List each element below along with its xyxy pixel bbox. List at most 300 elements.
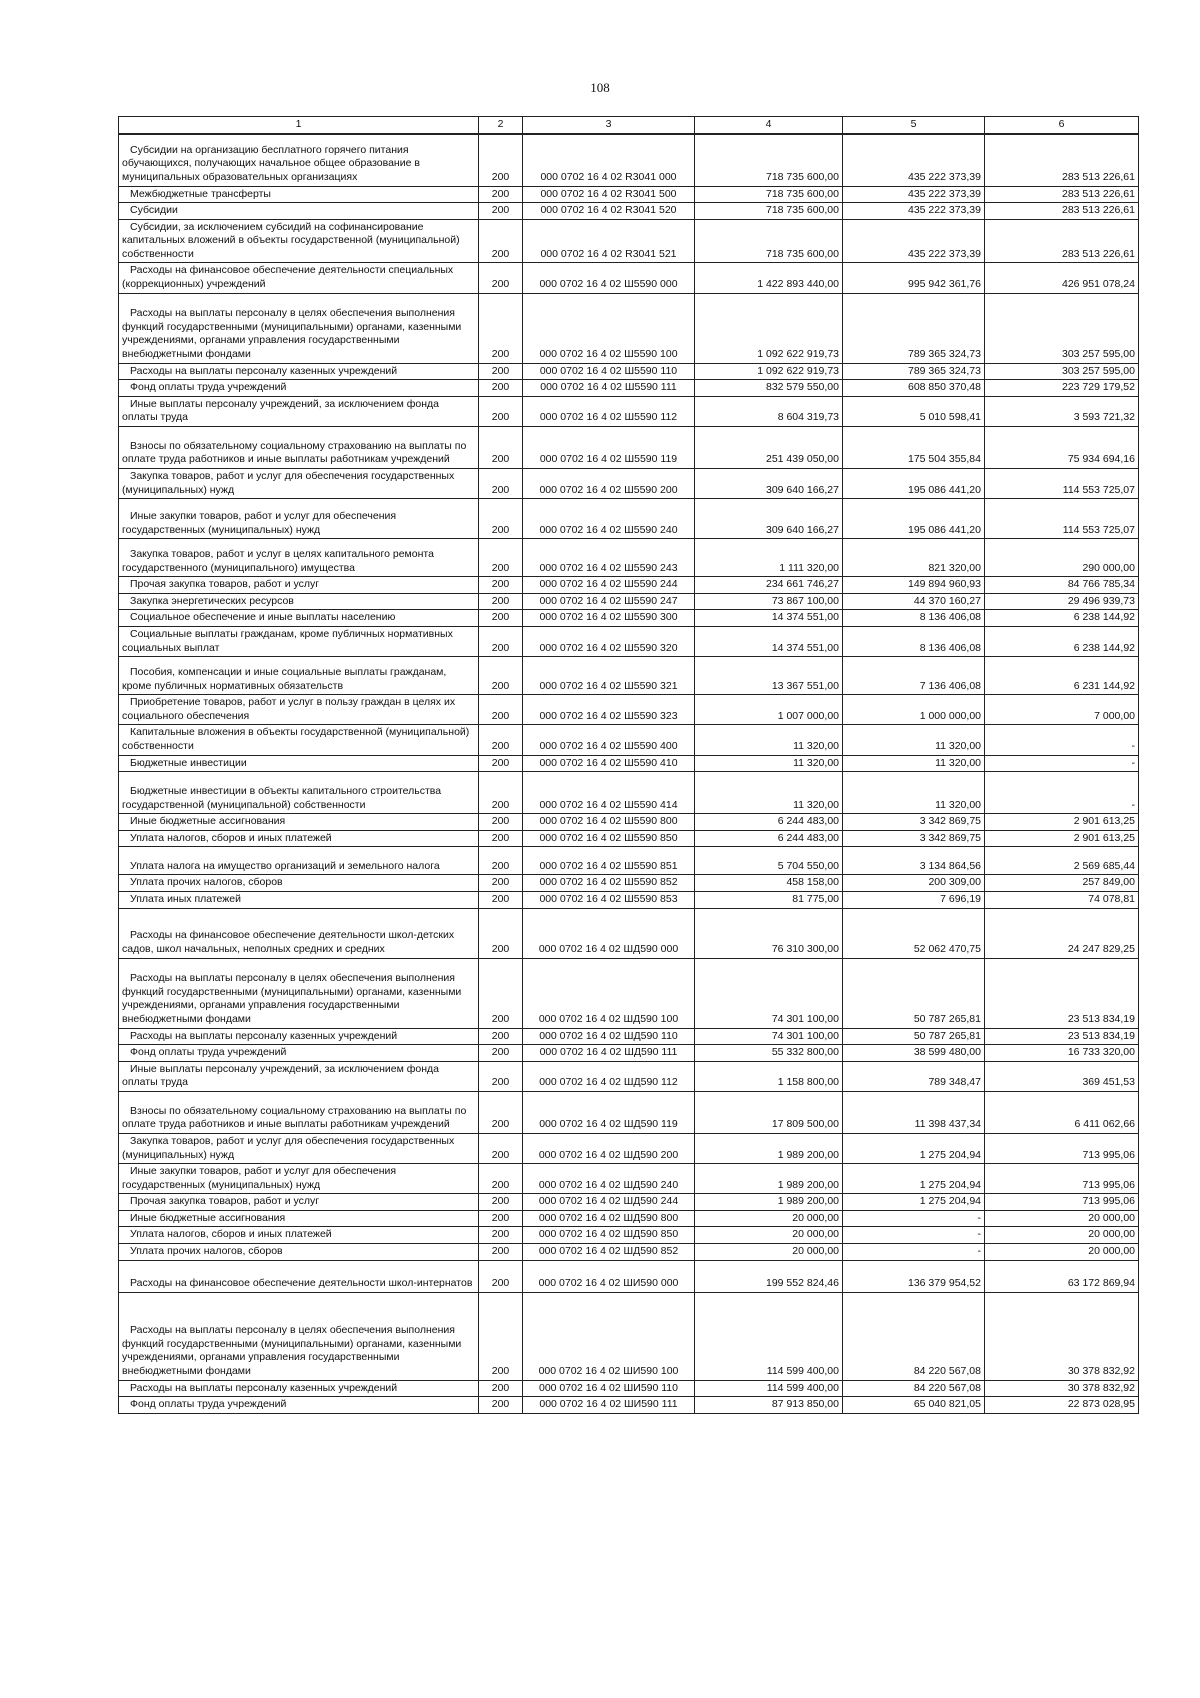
row-code-cell: 200 [479,219,523,263]
row-remaining-amount-cell: 6 231 144,92 [985,657,1139,695]
row-kbk-cell: 000 0702 16 4 02 Ш5590 410 [523,755,695,772]
row-remaining-amount-cell: - [985,755,1139,772]
row-code-cell: 200 [479,1397,523,1414]
table-row [119,908,1139,958]
row-executed-amount-cell: 3 134 864,56 [843,847,985,875]
table-row [119,380,1139,397]
row-name-cell: Иные бюджетные ассигнования [119,814,479,831]
row-name-cell: Уплата прочих налогов, сборов [119,1244,479,1261]
row-executed-amount-cell: 435 222 373,39 [843,186,985,203]
row-kbk-cell: 000 0702 16 4 02 ШД590 800 [523,1210,695,1227]
column-header-2: 2 [479,117,523,135]
row-code-cell: 200 [479,499,523,539]
row-kbk-cell: 000 0702 16 4 02 Ш5590 111 [523,380,695,397]
row-kbk-cell: 000 0702 16 4 02 Ш5590 240 [523,499,695,539]
row-remaining-amount-cell: 114 553 725,07 [985,469,1139,499]
row-remaining-amount-cell: 3 593 721,32 [985,396,1139,426]
row-remaining-amount-cell: 30 378 832,92 [985,1380,1139,1397]
table-row [119,610,1139,627]
row-executed-amount-cell: 195 086 441,20 [843,499,985,539]
row-remaining-amount-cell: 426 951 078,24 [985,263,1139,293]
row-executed-amount-cell: 435 222 373,39 [843,203,985,220]
row-code-cell: 200 [479,1045,523,1062]
row-kbk-cell: 000 0702 16 4 02 Ш5590 400 [523,725,695,755]
row-plan-amount-cell: 1 158 800,00 [695,1061,843,1091]
row-code-cell: 200 [479,755,523,772]
row-plan-amount-cell: 8 604 319,73 [695,396,843,426]
row-kbk-cell: 000 0702 16 4 02 ШД590 852 [523,1244,695,1261]
row-remaining-amount-cell: 713 995,06 [985,1194,1139,1211]
table-row [119,657,1139,695]
row-kbk-cell: 000 0702 16 4 02 Ш5590 321 [523,657,695,695]
row-code-cell: 200 [479,908,523,958]
row-remaining-amount-cell: 283 513 226,61 [985,203,1139,220]
row-code-cell: 200 [479,469,523,499]
row-executed-amount-cell: 8 136 406,08 [843,610,985,627]
row-name-cell: Субсидии, за исключением субсидий на софинансирование капитальных вложений в объекты государственной (муниципальной) собственности [119,219,479,263]
row-name-cell: Иные закупки товаров, работ и услуг для обеспечения государственных (муниципальных) нужд [119,499,479,539]
row-code-cell: 200 [479,958,523,1028]
table-row [119,577,1139,594]
row-name-cell: Уплата прочих налогов, сборов [119,875,479,892]
row-kbk-cell: 000 0702 16 4 02 Ш5590 300 [523,610,695,627]
row-plan-amount-cell: 17 809 500,00 [695,1091,843,1133]
row-executed-amount-cell: 175 504 355,84 [843,427,985,469]
row-kbk-cell: 000 0702 16 4 02 Ш5590 243 [523,539,695,577]
row-name-cell: Социальные выплаты гражданам, кроме публичных нормативных социальных выплат [119,627,479,657]
row-name-cell: Приобретение товаров, работ и услуг в пользу граждан в целях их социального обеспечения [119,695,479,725]
row-plan-amount-cell: 11 320,00 [695,772,843,814]
table-row [119,469,1139,499]
row-name-cell: Расходы на финансовое обеспечение деятельности школ-интернатов [119,1260,479,1292]
row-kbk-cell: 000 0702 16 4 02 Ш5590 119 [523,427,695,469]
column-header-6: 6 [985,117,1139,135]
row-name-cell: Расходы на финансовое обеспечение деятельности школ-детских садов, школ начальных, неполных средних и средних [119,908,479,958]
row-name-cell: Закупка энергетических ресурсов [119,593,479,610]
row-plan-amount-cell: 718 735 600,00 [695,186,843,203]
row-executed-amount-cell: 149 894 960,93 [843,577,985,594]
row-plan-amount-cell: 1 989 200,00 [695,1133,843,1163]
row-name-cell: Взносы по обязательному социальному страхованию на выплаты по оплате труда работников и иные выплаты работникам учреждений [119,1091,479,1133]
table-row [119,1045,1139,1062]
row-plan-amount-cell: 5 704 550,00 [695,847,843,875]
row-kbk-cell: 000 0702 16 4 02 Ш5590 112 [523,396,695,426]
row-remaining-amount-cell: 23 513 834,19 [985,1028,1139,1045]
row-name-cell: Прочая закупка товаров, работ и услуг [119,1194,479,1211]
row-plan-amount-cell: 1 989 200,00 [695,1194,843,1211]
row-code-cell: 200 [479,539,523,577]
row-code-cell: 200 [479,875,523,892]
row-code-cell: 200 [479,203,523,220]
row-executed-amount-cell: 200 309,00 [843,875,985,892]
row-executed-amount-cell: 50 787 265,81 [843,958,985,1028]
row-kbk-cell: 000 0702 16 4 02 R3041 521 [523,219,695,263]
row-kbk-cell: 000 0702 16 4 02 ШД590 200 [523,1133,695,1163]
row-code-cell: 200 [479,263,523,293]
row-executed-amount-cell: 7 136 406,08 [843,657,985,695]
row-executed-amount-cell: 435 222 373,39 [843,219,985,263]
row-code-cell: 200 [479,593,523,610]
table-row [119,1164,1139,1194]
row-name-cell: Закупка товаров, работ и услуг для обеспечения государственных (муниципальных) нужд [119,1133,479,1163]
row-plan-amount-cell: 199 552 824,46 [695,1260,843,1292]
row-remaining-amount-cell: 22 873 028,95 [985,1397,1139,1414]
row-name-cell: Расходы на выплаты персоналу в целях обеспечения выполнения функций государственными (муниципальными) органами, казенными учреждениями, органами управления государственными внебюджетными фондами [119,1292,479,1380]
row-code-cell: 200 [479,830,523,847]
row-executed-amount-cell: 1 275 204,94 [843,1133,985,1163]
row-executed-amount-cell: 435 222 373,39 [843,134,985,186]
row-kbk-cell: 000 0702 16 4 02 ШД590 000 [523,908,695,958]
table-row [119,772,1139,814]
row-name-cell: Расходы на выплаты персоналу казенных учреждений [119,1380,479,1397]
row-executed-amount-cell: 608 850 370,48 [843,380,985,397]
row-plan-amount-cell: 1 111 320,00 [695,539,843,577]
row-code-cell: 200 [479,1210,523,1227]
row-executed-amount-cell: 1 275 204,94 [843,1194,985,1211]
row-plan-amount-cell: 74 301 100,00 [695,958,843,1028]
row-name-cell: Субсидии [119,203,479,220]
row-remaining-amount-cell: 114 553 725,07 [985,499,1139,539]
row-plan-amount-cell: 1 989 200,00 [695,1164,843,1194]
row-executed-amount-cell: 50 787 265,81 [843,1028,985,1045]
row-kbk-cell: 000 0702 16 4 02 ШД590 240 [523,1164,695,1194]
row-plan-amount-cell: 20 000,00 [695,1227,843,1244]
row-code-cell: 200 [479,1244,523,1261]
row-code-cell: 200 [479,695,523,725]
row-plan-amount-cell: 1 422 893 440,00 [695,263,843,293]
row-kbk-cell: 000 0702 16 4 02 R3041 500 [523,186,695,203]
row-plan-amount-cell: 14 374 551,00 [695,610,843,627]
row-kbk-cell: 000 0702 16 4 02 Ш5590 200 [523,469,695,499]
row-plan-amount-cell: 309 640 166,27 [695,469,843,499]
row-name-cell: Бюджетные инвестиции в объекты капитального строительства государственной (муниципальной) собственности [119,772,479,814]
row-kbk-cell: 000 0702 16 4 02 Ш5590 853 [523,891,695,908]
row-name-cell: Взносы по обязательному социальному страхованию на выплаты по оплате труда работников и иные выплаты работникам учреждений [119,427,479,469]
row-kbk-cell: 000 0702 16 4 02 Ш5590 110 [523,363,695,380]
row-plan-amount-cell: 11 320,00 [695,725,843,755]
table-row [119,1091,1139,1133]
table-row [119,725,1139,755]
row-name-cell: Закупка товаров, работ и услуг для обеспечения государственных (муниципальных) нужд [119,469,479,499]
row-name-cell: Уплата налогов, сборов и иных платежей [119,1227,479,1244]
row-remaining-amount-cell: 20 000,00 [985,1227,1139,1244]
row-remaining-amount-cell: 63 172 869,94 [985,1260,1139,1292]
table-row [119,875,1139,892]
row-kbk-cell: 000 0702 16 4 02 Ш5590 414 [523,772,695,814]
table-row [119,186,1139,203]
row-name-cell: Капитальные вложения в объекты государственной (муниципальной) собственности [119,725,479,755]
row-name-cell: Фонд оплаты труда учреждений [119,380,479,397]
row-remaining-amount-cell: 74 078,81 [985,891,1139,908]
row-remaining-amount-cell: 283 513 226,61 [985,134,1139,186]
row-remaining-amount-cell: 303 257 595,00 [985,363,1139,380]
table-row [119,1397,1139,1414]
row-executed-amount-cell: 84 220 567,08 [843,1292,985,1380]
row-kbk-cell: 000 0702 16 4 02 Ш5590 851 [523,847,695,875]
row-name-cell: Социальное обеспечение и иные выплаты населению [119,610,479,627]
row-executed-amount-cell: 84 220 567,08 [843,1380,985,1397]
row-executed-amount-cell: 1 275 204,94 [843,1164,985,1194]
table-row [119,1210,1139,1227]
row-executed-amount-cell: 995 942 361,76 [843,263,985,293]
row-code-cell: 200 [479,772,523,814]
table-row [119,958,1139,1028]
row-kbk-cell: 000 0702 16 4 02 ШД590 100 [523,958,695,1028]
row-executed-amount-cell: 11 398 437,34 [843,1091,985,1133]
table-row [119,847,1139,875]
row-remaining-amount-cell: 2 901 613,25 [985,814,1139,831]
row-kbk-cell: 000 0702 16 4 02 Ш5590 000 [523,263,695,293]
table-body [119,134,1139,1413]
row-remaining-amount-cell: 23 513 834,19 [985,958,1139,1028]
row-kbk-cell: 000 0702 16 4 02 Ш5590 100 [523,293,695,363]
table-row [119,396,1139,426]
row-name-cell: Фонд оплаты труда учреждений [119,1045,479,1062]
row-code-cell: 200 [479,427,523,469]
row-kbk-cell: 000 0702 16 4 02 Ш5590 850 [523,830,695,847]
table-row [119,814,1139,831]
row-remaining-amount-cell: 6 238 144,92 [985,610,1139,627]
row-plan-amount-cell: 6 244 483,00 [695,814,843,831]
row-kbk-cell: 000 0702 16 4 02 R3041 520 [523,203,695,220]
row-remaining-amount-cell: 16 733 320,00 [985,1045,1139,1062]
column-header-1: 1 [119,117,479,135]
row-remaining-amount-cell: 713 995,06 [985,1164,1139,1194]
row-code-cell: 200 [479,396,523,426]
row-name-cell: Субсидии на организацию бесплатного горячего питания обучающихся, получающих начальное общее образование в муниципальных образовательных организациях [119,134,479,186]
row-name-cell: Закупка товаров, работ и услуг в целях капитального ремонта государственного (муниципального) имущества [119,539,479,577]
row-kbk-cell: 000 0702 16 4 02 ШИ590 111 [523,1397,695,1414]
table-row [119,539,1139,577]
table-row [119,1292,1139,1380]
row-remaining-amount-cell: 29 496 939,73 [985,593,1139,610]
row-name-cell: Расходы на выплаты персоналу в целях обеспечения выполнения функций государственными (муниципальными) органами, казенными учреждениями, органами управления государственными внебюджетными фондами [119,958,479,1028]
row-code-cell: 200 [479,891,523,908]
row-plan-amount-cell: 114 599 400,00 [695,1292,843,1380]
row-code-cell: 200 [479,363,523,380]
row-name-cell: Иные бюджетные ассигнования [119,1210,479,1227]
row-plan-amount-cell: 13 367 551,00 [695,657,843,695]
row-kbk-cell: 000 0702 16 4 02 ШД590 111 [523,1045,695,1062]
row-code-cell: 200 [479,1380,523,1397]
table-row [119,891,1139,908]
row-remaining-amount-cell: 2 569 685,44 [985,847,1139,875]
row-remaining-amount-cell: 223 729 179,52 [985,380,1139,397]
row-code-cell: 200 [479,1028,523,1045]
row-name-cell: Уплата налога на имущество организаций и земельного налога [119,847,479,875]
row-code-cell: 200 [479,627,523,657]
row-name-cell: Прочая закупка товаров, работ и услуг [119,577,479,594]
row-name-cell: Иные выплаты персоналу учреждений, за исключением фонда оплаты труда [119,396,479,426]
row-remaining-amount-cell: 713 995,06 [985,1133,1139,1163]
row-name-cell: Уплата налогов, сборов и иных платежей [119,830,479,847]
row-plan-amount-cell: 832 579 550,00 [695,380,843,397]
table-row [119,695,1139,725]
row-kbk-cell: 000 0702 16 4 02 Ш5590 320 [523,627,695,657]
row-executed-amount-cell: 1 000 000,00 [843,695,985,725]
row-executed-amount-cell: - [843,1210,985,1227]
row-name-cell: Иные закупки товаров, работ и услуг для обеспечения государственных (муниципальных) нужд [119,1164,479,1194]
row-code-cell: 200 [479,1164,523,1194]
row-remaining-amount-cell: 257 849,00 [985,875,1139,892]
row-kbk-cell: 000 0702 16 4 02 ШД590 112 [523,1061,695,1091]
row-code-cell: 200 [479,1292,523,1380]
row-remaining-amount-cell: 303 257 595,00 [985,293,1139,363]
budget-table [118,116,1139,1414]
row-name-cell: Пособия, компенсации и иные социальные выплаты гражданам, кроме публичных нормативных обязательств [119,657,479,695]
row-kbk-cell: 000 0702 16 4 02 ШИ590 000 [523,1260,695,1292]
row-kbk-cell: 000 0702 16 4 02 Ш5590 323 [523,695,695,725]
row-executed-amount-cell: 136 379 954,52 [843,1260,985,1292]
row-executed-amount-cell: 52 062 470,75 [843,908,985,958]
row-plan-amount-cell: 458 158,00 [695,875,843,892]
row-code-cell: 200 [479,725,523,755]
row-plan-amount-cell: 11 320,00 [695,755,843,772]
row-remaining-amount-cell: - [985,725,1139,755]
row-remaining-amount-cell: 30 378 832,92 [985,1292,1139,1380]
row-plan-amount-cell: 14 374 551,00 [695,627,843,657]
row-name-cell: Уплата иных платежей [119,891,479,908]
row-code-cell: 200 [479,186,523,203]
row-remaining-amount-cell: 75 934 694,16 [985,427,1139,469]
header-row [119,117,1139,135]
row-remaining-amount-cell: 6 411 062,66 [985,1091,1139,1133]
row-executed-amount-cell: 789 348,47 [843,1061,985,1091]
row-executed-amount-cell: 789 365 324,73 [843,363,985,380]
row-name-cell: Расходы на выплаты персоналу казенных учреждений [119,363,479,380]
table-row [119,203,1139,220]
column-header-5: 5 [843,117,985,135]
row-executed-amount-cell: 821 320,00 [843,539,985,577]
row-plan-amount-cell: 20 000,00 [695,1244,843,1261]
row-code-cell: 200 [479,577,523,594]
row-kbk-cell: 000 0702 16 4 02 ШД590 244 [523,1194,695,1211]
row-executed-amount-cell: 11 320,00 [843,755,985,772]
table-row [119,363,1139,380]
row-code-cell: 200 [479,1194,523,1211]
row-executed-amount-cell: 8 136 406,08 [843,627,985,657]
row-code-cell: 200 [479,1260,523,1292]
row-plan-amount-cell: 718 735 600,00 [695,203,843,220]
row-code-cell: 200 [479,1091,523,1133]
column-header-4: 4 [695,117,843,135]
row-plan-amount-cell: 76 310 300,00 [695,908,843,958]
row-kbk-cell: 000 0702 16 4 02 ШИ590 110 [523,1380,695,1397]
row-code-cell: 200 [479,847,523,875]
row-plan-amount-cell: 1 007 000,00 [695,695,843,725]
row-executed-amount-cell: 3 342 869,75 [843,814,985,831]
row-plan-amount-cell: 74 301 100,00 [695,1028,843,1045]
row-plan-amount-cell: 114 599 400,00 [695,1380,843,1397]
row-plan-amount-cell: 73 867 100,00 [695,593,843,610]
table-row [119,1380,1139,1397]
row-executed-amount-cell: 65 040 821,05 [843,1397,985,1414]
table-row [119,1260,1139,1292]
row-name-cell: Иные выплаты персоналу учреждений, за исключением фонда оплаты труда [119,1061,479,1091]
row-plan-amount-cell: 20 000,00 [695,1210,843,1227]
row-remaining-amount-cell: 369 451,53 [985,1061,1139,1091]
row-code-cell: 200 [479,380,523,397]
row-remaining-amount-cell: 20 000,00 [985,1210,1139,1227]
row-plan-amount-cell: 234 661 746,27 [695,577,843,594]
table-row [119,1194,1139,1211]
table-row [119,593,1139,610]
row-executed-amount-cell: 11 320,00 [843,725,985,755]
row-kbk-cell: 000 0702 16 4 02 ШД590 119 [523,1091,695,1133]
row-remaining-amount-cell: 283 513 226,61 [985,186,1139,203]
row-executed-amount-cell: 789 365 324,73 [843,293,985,363]
row-plan-amount-cell: 87 913 850,00 [695,1397,843,1414]
row-executed-amount-cell: 44 370 160,27 [843,593,985,610]
row-remaining-amount-cell: 290 000,00 [985,539,1139,577]
table-row [119,219,1139,263]
row-executed-amount-cell: 195 086 441,20 [843,469,985,499]
row-kbk-cell: 000 0702 16 4 02 ШИ590 100 [523,1292,695,1380]
row-plan-amount-cell: 81 775,00 [695,891,843,908]
row-code-cell: 200 [479,1227,523,1244]
row-remaining-amount-cell: 84 766 785,34 [985,577,1139,594]
row-code-cell: 200 [479,293,523,363]
row-plan-amount-cell: 6 244 483,00 [695,830,843,847]
table-row [119,427,1139,469]
row-remaining-amount-cell: 6 238 144,92 [985,627,1139,657]
table-row [119,1028,1139,1045]
row-plan-amount-cell: 718 735 600,00 [695,219,843,263]
page-number: 108 [590,80,610,95]
row-name-cell: Бюджетные инвестиции [119,755,479,772]
row-name-cell: Расходы на выплаты персоналу в целях обеспечения выполнения функций государственными (муниципальными) органами, казенными учреждениями, органами управления государственными внебюджетными фондами [119,293,479,363]
row-code-cell: 200 [479,657,523,695]
row-remaining-amount-cell: 283 513 226,61 [985,219,1139,263]
row-remaining-amount-cell: 2 901 613,25 [985,830,1139,847]
row-executed-amount-cell: - [843,1244,985,1261]
row-executed-amount-cell: 38 599 480,00 [843,1045,985,1062]
table-row [119,499,1139,539]
row-kbk-cell: 000 0702 16 4 02 Ш5590 800 [523,814,695,831]
row-plan-amount-cell: 718 735 600,00 [695,134,843,186]
row-code-cell: 200 [479,814,523,831]
table-row [119,293,1139,363]
row-kbk-cell: 000 0702 16 4 02 R3041 000 [523,134,695,186]
row-remaining-amount-cell: 24 247 829,25 [985,908,1139,958]
row-executed-amount-cell: 7 696,19 [843,891,985,908]
row-executed-amount-cell: 5 010 598,41 [843,396,985,426]
column-header-3: 3 [523,117,695,135]
table-row [119,1133,1139,1163]
row-plan-amount-cell: 1 092 622 919,73 [695,363,843,380]
row-kbk-cell: 000 0702 16 4 02 ШД590 110 [523,1028,695,1045]
row-plan-amount-cell: 1 092 622 919,73 [695,293,843,363]
row-code-cell: 200 [479,134,523,186]
table-row [119,1061,1139,1091]
row-kbk-cell: 000 0702 16 4 02 ШД590 850 [523,1227,695,1244]
table-row [119,830,1139,847]
row-plan-amount-cell: 309 640 166,27 [695,499,843,539]
row-remaining-amount-cell: 20 000,00 [985,1244,1139,1261]
table-row [119,263,1139,293]
row-name-cell: Фонд оплаты труда учреждений [119,1397,479,1414]
row-kbk-cell: 000 0702 16 4 02 Ш5590 852 [523,875,695,892]
row-name-cell: Расходы на финансовое обеспечение деятельности специальных (коррекционных) учреждений [119,263,479,293]
table-row [119,1227,1139,1244]
row-kbk-cell: 000 0702 16 4 02 Ш5590 247 [523,593,695,610]
row-remaining-amount-cell: - [985,772,1139,814]
row-kbk-cell: 000 0702 16 4 02 Ш5590 244 [523,577,695,594]
row-remaining-amount-cell: 7 000,00 [985,695,1139,725]
table-row [119,1244,1139,1261]
row-plan-amount-cell: 55 332 800,00 [695,1045,843,1062]
row-executed-amount-cell: 11 320,00 [843,772,985,814]
